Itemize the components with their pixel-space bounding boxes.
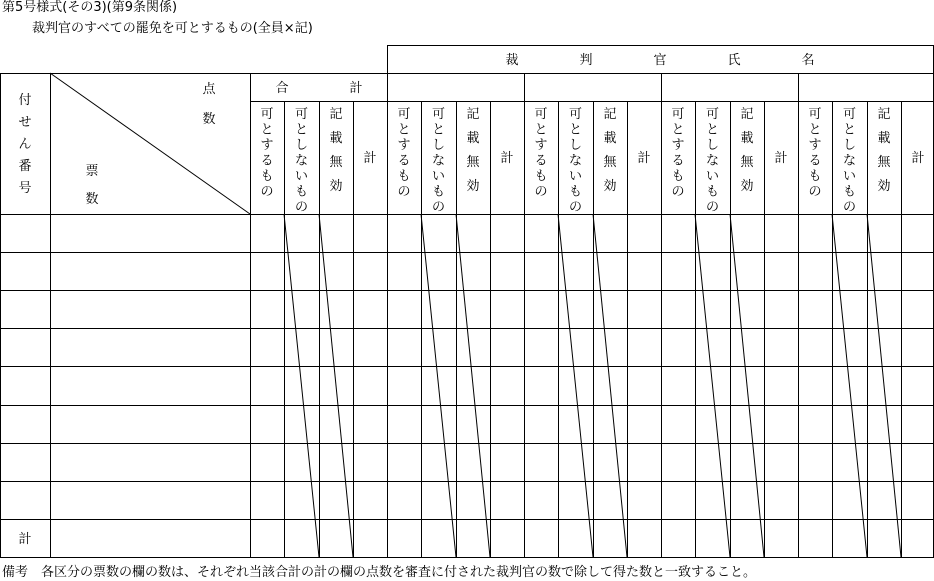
total-group-label-char: 合: [275, 81, 289, 96]
sub-column-label-char: 計: [637, 151, 651, 166]
sub-column-label-char: 無: [603, 155, 617, 170]
sub-column-label-char: 載: [466, 131, 480, 146]
sub-column-label-char: 記: [877, 107, 891, 122]
strike-line-invalid: [730, 214, 764, 557]
fusen-number-label-char: 号: [18, 181, 32, 196]
sub-column-label-char: す: [808, 138, 822, 153]
diagonal-top-label-char: 数: [202, 112, 216, 127]
sub-column-label-char: も: [294, 184, 309, 200]
sub-column-label-char: 可: [431, 107, 446, 122]
sub-column-label-char: る: [671, 153, 685, 169]
sub-column-label-char: 無: [329, 155, 343, 170]
sub-column-label-char: の: [808, 184, 822, 200]
sub-column-label-char: 効: [603, 179, 617, 194]
fusen-number-label-char: せ: [18, 115, 32, 130]
header-diagonal: [50, 73, 250, 214]
strike-line-invalid: [456, 214, 490, 557]
sub-column-label-char: も: [705, 184, 720, 200]
sub-column-label-char: し: [705, 138, 720, 153]
sub-column-label-char: し: [294, 138, 309, 153]
sub-column-label-char: と: [568, 122, 583, 138]
sub-column-label-char: 可: [671, 107, 685, 122]
sub-column-label-char: 効: [466, 179, 480, 194]
sub-column-label-char: い: [431, 169, 446, 184]
sub-column-label-char: も: [397, 169, 411, 184]
total-group-label-char: 計: [349, 81, 363, 96]
form-number: 第5号様式(その3)(第9条関係): [2, 0, 178, 15]
sub-column-label-char: 効: [740, 179, 754, 194]
sub-column-label-char: の: [260, 184, 274, 200]
sub-column-label-char: と: [431, 122, 446, 138]
sub-column-label-char: 計: [500, 151, 514, 166]
sub-column-label-char: な: [294, 153, 309, 169]
sub-column-label-char: 載: [740, 131, 754, 146]
sub-column-label-char: 載: [877, 131, 891, 146]
sub-column-label-char: と: [294, 122, 309, 138]
strike-line-disapprove: [284, 214, 319, 557]
sub-column-label-char: し: [568, 138, 583, 153]
sub-column-label-char: も: [842, 184, 857, 200]
sub-column-label-char: と: [705, 122, 720, 138]
sub-column-label-char: も: [808, 169, 822, 184]
sub-column-label-char: 可: [842, 107, 857, 122]
diagonal-top-label-char: 点: [202, 82, 216, 97]
sub-column-label-char: す: [671, 138, 685, 153]
sub-column-label-char: る: [808, 153, 822, 169]
sub-column-label-char: の: [431, 200, 446, 215]
sub-column-label-char: と: [397, 122, 411, 138]
sub-column-label-char: し: [431, 138, 446, 153]
fusen-number-label-char: 付: [18, 93, 32, 108]
sub-column-label-char: も: [568, 184, 583, 200]
judge-names-heading-char: 氏: [727, 53, 741, 68]
sub-column-label-char: も: [260, 169, 274, 184]
sub-column-label-char: 可: [260, 107, 274, 122]
sub-column-label-char: 可: [568, 107, 583, 122]
sub-column-label-char: 可: [294, 107, 309, 122]
sub-column-label-char: 無: [466, 155, 480, 170]
sub-column-label-char: い: [842, 169, 857, 184]
sub-column-label-char: の: [397, 184, 411, 200]
sub-column-label-char: 載: [603, 131, 617, 146]
sub-column-label-char: の: [671, 184, 685, 200]
sub-column-label-char: も: [431, 184, 446, 200]
sub-column-label-char: い: [294, 169, 309, 184]
form-subtitle: 裁判官のすべての罷免を可とするもの(全員×記): [32, 21, 313, 36]
sub-column-label-char: の: [842, 200, 857, 215]
sub-column-label-char: る: [397, 153, 411, 169]
diagonal-bottom-label-char: 票: [85, 164, 99, 179]
sub-column-label-char: 記: [603, 107, 617, 122]
footer-note: 備考 各区分の票数の欄の数は、それぞれ当該合計の計の欄の点数を審査に付された裁判官の数で除して得た数と一致すること。: [2, 565, 757, 580]
strike-line-disapprove: [421, 214, 456, 557]
fusen-number-label-char: ん: [18, 137, 32, 152]
sub-column-label-char: の: [705, 200, 720, 215]
sub-column-label-char: し: [842, 138, 857, 153]
sub-column-label-char: の: [294, 200, 309, 215]
strike-line-invalid: [593, 214, 627, 557]
total-row-label: 計: [18, 532, 32, 547]
sub-column-label-char: 効: [877, 179, 891, 194]
sub-column-label-char: と: [534, 122, 548, 138]
sub-column-label-char: 記: [466, 107, 480, 122]
sub-column-label-char: な: [568, 153, 583, 169]
sub-column-label-char: す: [260, 138, 274, 153]
sub-column-label-char: る: [260, 153, 274, 169]
sub-column-label-char: と: [671, 122, 685, 138]
sub-column-label-char: と: [260, 122, 274, 138]
strike-line-disapprove: [832, 214, 867, 557]
strike-line-disapprove: [695, 214, 730, 557]
sub-column-label-char: い: [568, 169, 583, 184]
strike-line-invalid: [867, 214, 901, 557]
judge-names-heading-char: 官: [653, 53, 667, 68]
fusen-number-label-char: 番: [18, 159, 32, 174]
strike-line-disapprove: [558, 214, 593, 557]
sub-column-label-char: す: [534, 138, 548, 153]
sub-column-label-char: な: [842, 153, 857, 169]
sub-column-label-char: な: [431, 153, 446, 169]
judge-names-heading-char: 名: [801, 53, 815, 68]
sub-column-label-char: と: [808, 122, 822, 138]
sub-column-label-char: 計: [363, 151, 377, 166]
sub-column-label-char: す: [397, 138, 411, 153]
sub-column-label-char: 記: [740, 107, 754, 122]
sub-column-label-char: 効: [329, 179, 343, 194]
sub-column-label-char: 載: [329, 131, 343, 146]
sub-column-label-char: 可: [397, 107, 411, 122]
sub-column-label-char: 可: [534, 107, 548, 122]
judge-names-heading-char: 判: [579, 53, 593, 68]
judge-names-heading-char: 裁: [505, 53, 519, 68]
sub-column-label-char: い: [705, 169, 720, 184]
sub-column-label-char: な: [705, 153, 720, 169]
diagonal-bottom-label-char: 数: [85, 192, 99, 207]
sub-column-label-char: 記: [329, 107, 343, 122]
sub-column-label-char: 可: [808, 107, 822, 122]
sub-column-label-char: 無: [877, 155, 891, 170]
sub-column-label-char: も: [671, 169, 685, 184]
sub-column-label-char: も: [534, 169, 548, 184]
sub-column-label-char: 無: [740, 155, 754, 170]
sub-column-label-char: 計: [774, 151, 788, 166]
sub-column-label-char: の: [534, 184, 548, 200]
sub-column-label-char: る: [534, 153, 548, 169]
sub-column-label-char: 可: [705, 107, 720, 122]
sub-column-label-char: と: [842, 122, 857, 138]
sub-column-label-char: 計: [911, 151, 925, 166]
strike-line-invalid: [319, 214, 353, 557]
sub-column-label-char: の: [568, 200, 583, 215]
